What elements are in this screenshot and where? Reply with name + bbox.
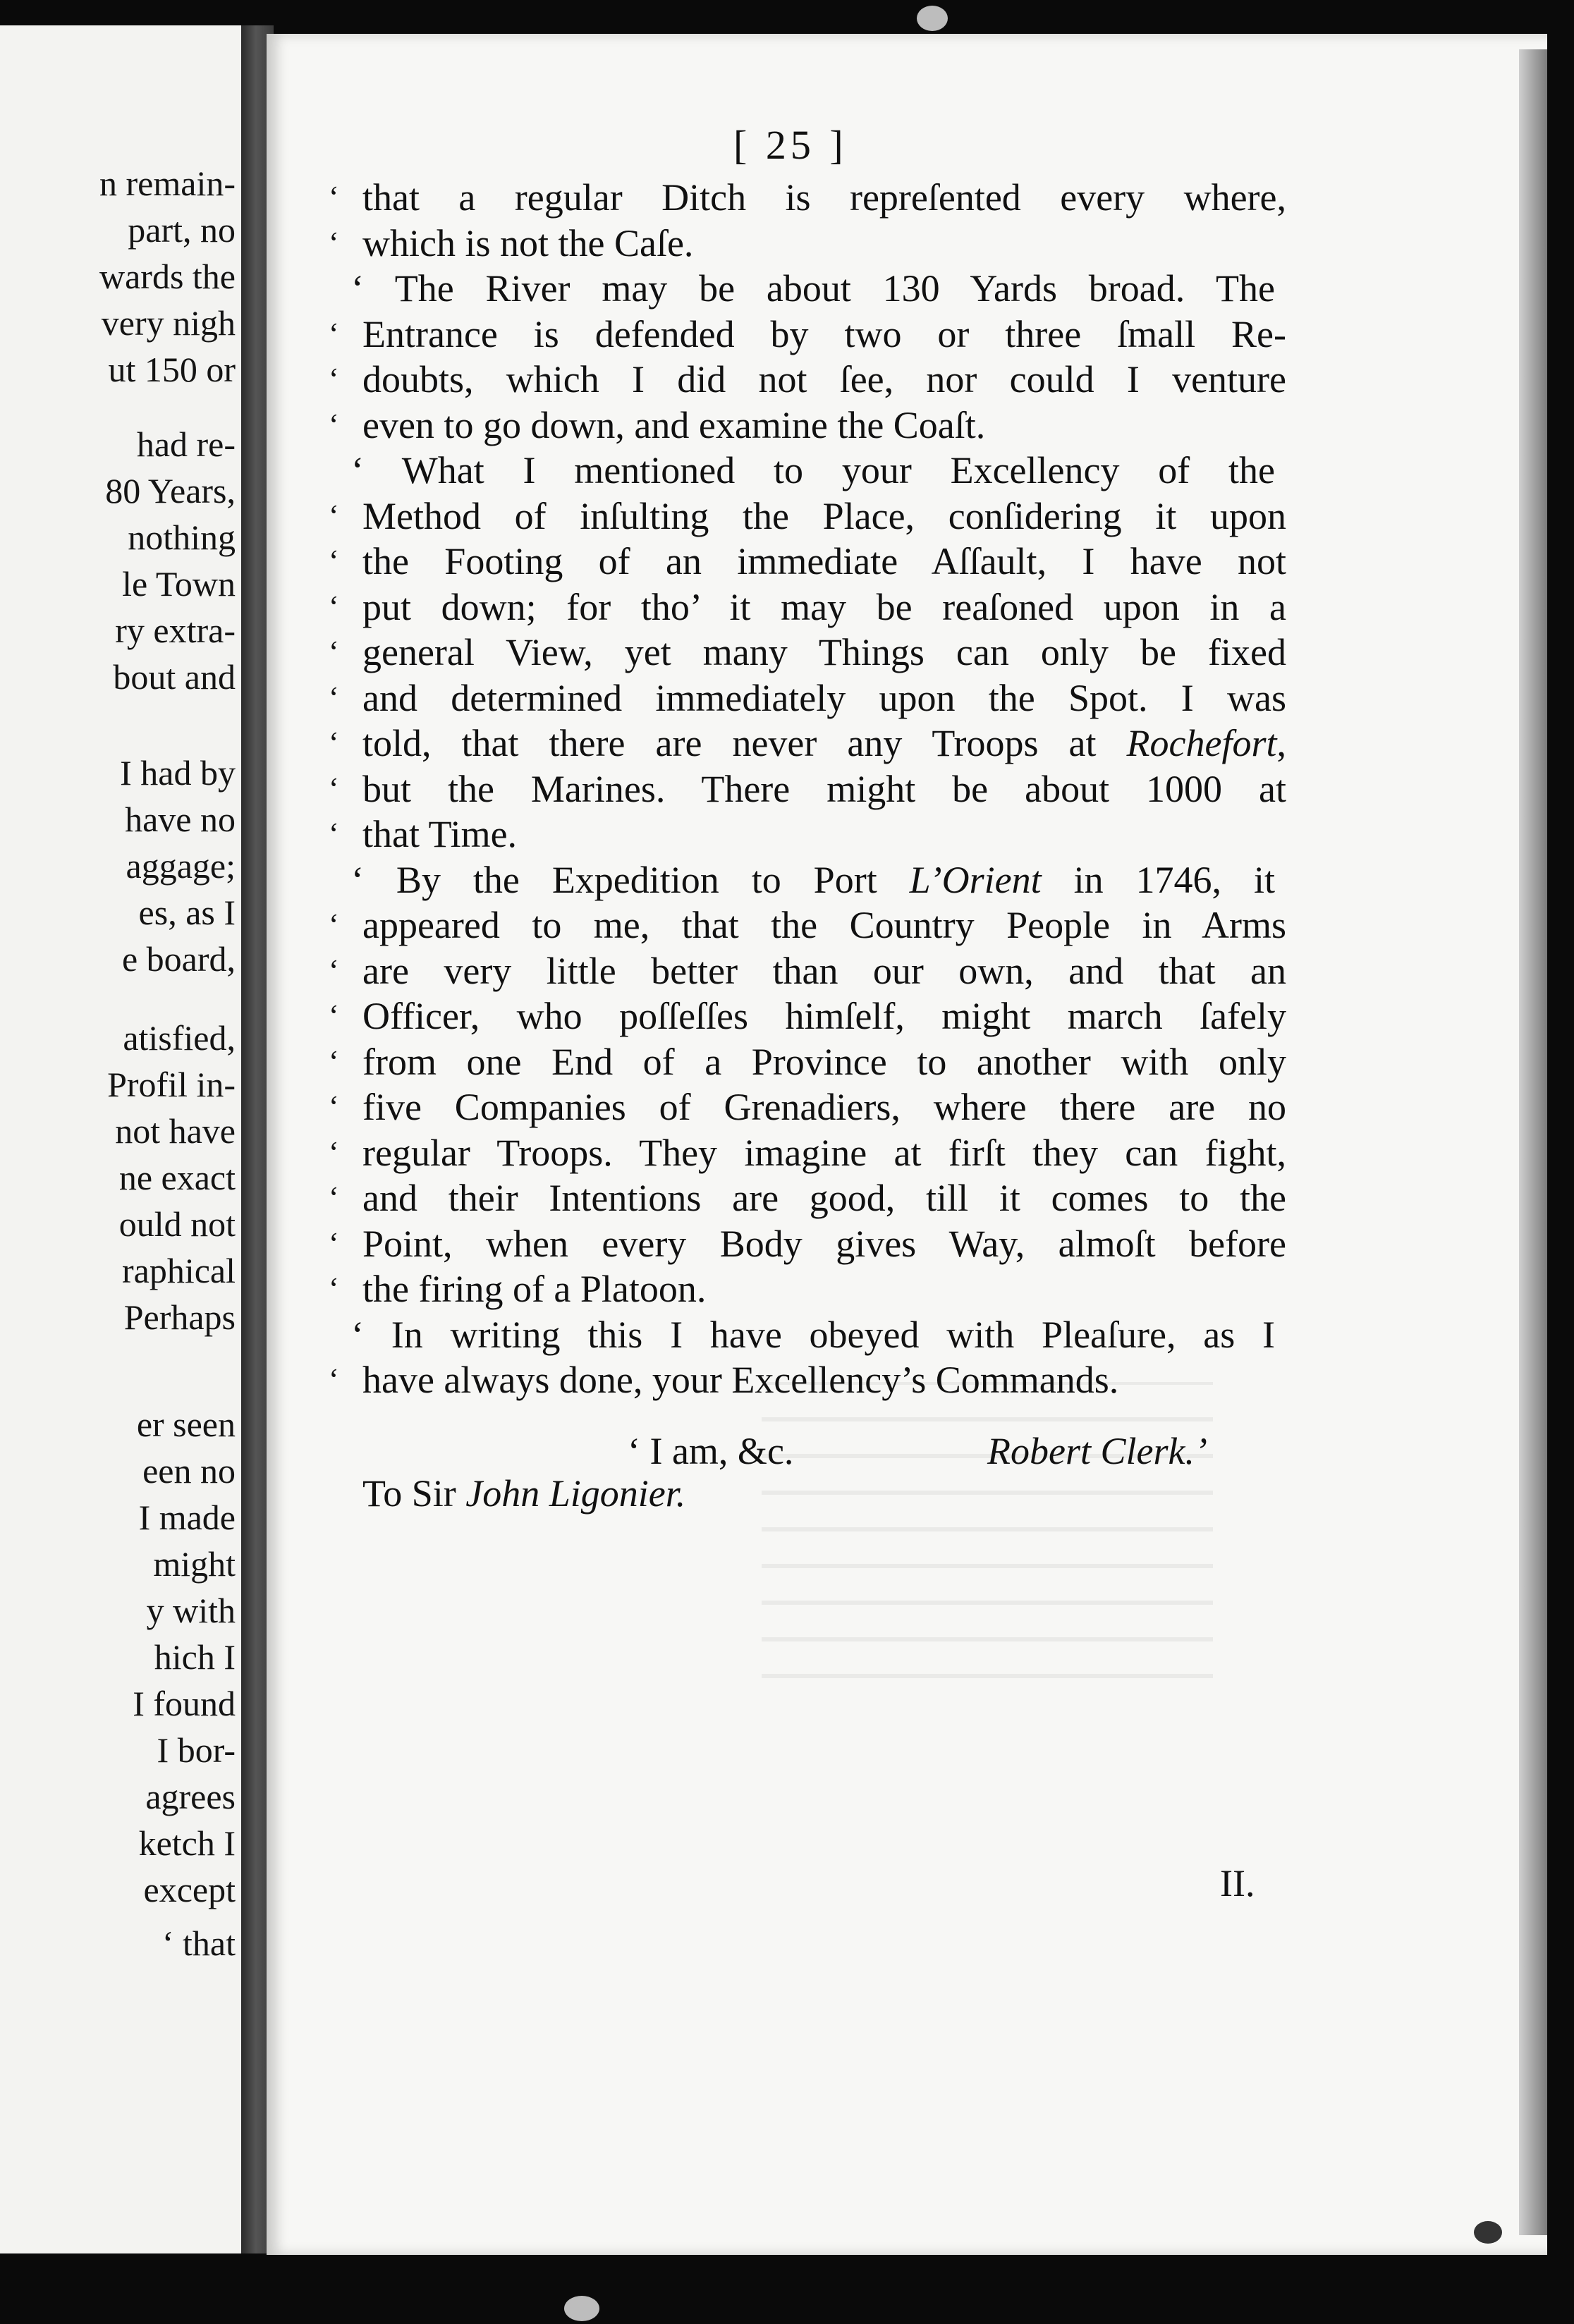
page-blemish xyxy=(564,2296,599,2321)
text-line: and determined immediately upon the Spot. I was xyxy=(362,677,1286,719)
italic-place-name: Rochefort xyxy=(1126,722,1277,764)
margin-quote-mark: ‘ xyxy=(329,1271,339,1306)
facing-page xyxy=(0,25,241,2253)
margin-quote-mark: ‘ xyxy=(329,680,339,715)
facing-page-line: I bor- xyxy=(157,1730,236,1770)
italic-place-name: L’Orient xyxy=(909,859,1042,901)
text-line: have always done, your Excellency’s Commands. xyxy=(362,1359,1119,1401)
facing-page-line: wards the xyxy=(99,257,236,296)
facing-page-line: except xyxy=(143,1870,236,1909)
facing-page-line: ry extra- xyxy=(115,611,236,650)
facing-page-line: Profil in- xyxy=(107,1065,236,1104)
closing-salutation xyxy=(628,1429,793,1474)
facing-page-line: ketch I xyxy=(138,1823,236,1863)
text-line: Entrance is defended by two or three ſmall Re- xyxy=(362,313,1286,355)
facing-page-line: ut 150 or xyxy=(108,350,236,389)
facing-page-line: part, no xyxy=(128,210,236,250)
facing-page-line: bout and xyxy=(113,657,236,697)
addressee xyxy=(362,1471,685,1516)
text-line: regular Troops. They imagine at firſt they can fight, xyxy=(362,1132,1286,1174)
text-line: Method of inſulting the Place, conſidering it upon xyxy=(362,495,1286,537)
facing-page-line: ‘ that xyxy=(161,1924,236,1963)
facing-page-line: have no xyxy=(125,800,236,839)
text-line: put down; for tho’ it may be reaſoned upon in a xyxy=(362,586,1286,628)
facing-page-line: le Town xyxy=(122,564,236,604)
margin-quote-mark: ‘ xyxy=(329,635,339,669)
facing-page-line: not have xyxy=(115,1111,236,1151)
page-edge xyxy=(1519,49,1547,2235)
facing-page-line: er seen xyxy=(136,1405,236,1444)
text-line: ‘ In writing this I have obeyed with Pleaſure, as I xyxy=(351,1314,1275,1356)
margin-quote-mark: ‘ xyxy=(329,180,339,214)
text-line: from one End of a Province to another with only xyxy=(362,1041,1286,1083)
margin-quote-mark: ‘ xyxy=(329,544,339,578)
page-blemish xyxy=(917,6,948,31)
facing-page-line: I had by xyxy=(120,753,236,793)
text-line: which is not the Caſe. xyxy=(362,222,694,264)
margin-quote-mark: ‘ xyxy=(329,726,339,760)
facing-page-line: e board, xyxy=(121,939,236,979)
facing-page-line: Perhaps xyxy=(123,1297,236,1337)
addressee-name: John Ligonier. xyxy=(465,1472,686,1515)
margin-quote-mark: ‘ xyxy=(329,771,339,806)
margin-quote-mark: ‘ xyxy=(329,907,339,942)
facing-page-line: n remain- xyxy=(99,164,236,203)
margin-quote-mark: ‘ xyxy=(329,317,339,351)
text-line: the Footing of an immediate Aſſault, I have not xyxy=(362,540,1286,582)
margin-quote-mark: ‘ xyxy=(329,953,339,988)
signature: Robert Clerk.’ xyxy=(987,1430,1207,1472)
text-line: the firing of a Platoon. xyxy=(362,1268,707,1310)
margin-quote-mark: ‘ xyxy=(329,408,339,442)
text-line: Officer, who poſſeſſes himſelf, might march ſafely xyxy=(362,995,1286,1037)
text-line: doubts, which I did not ſee, nor could I venture xyxy=(362,358,1286,400)
text-line: that a regular Ditch is repreſented every where, xyxy=(362,176,1286,219)
facing-page-line: ne exact xyxy=(118,1158,236,1197)
facing-page-line: 80 Years, xyxy=(105,471,236,510)
margin-quote-mark: ‘ xyxy=(329,1226,339,1261)
text-line: are very little better than our own, and that an xyxy=(362,950,1286,992)
margin-quote-mark: ‘ xyxy=(329,589,339,624)
text-line: Point, when every Body gives Way, almoſt before xyxy=(362,1223,1286,1265)
margin-quote-mark: ‘ xyxy=(329,1362,339,1397)
page-blemish xyxy=(1474,2221,1502,2244)
facing-page-line: aggage; xyxy=(126,846,236,886)
facing-page-line: agrees xyxy=(145,1777,236,1816)
text-line: and their Intentions are good, till it comes to the xyxy=(362,1177,1286,1219)
text-line: appeared to me, that the Country People in Arms xyxy=(362,904,1286,946)
text-line: that Time. xyxy=(362,813,518,855)
catchword: II. xyxy=(1220,1862,1255,1904)
facing-page-line: hich I xyxy=(154,1637,236,1677)
facing-page-line: I made xyxy=(138,1498,236,1537)
margin-quote-mark: ‘ xyxy=(329,499,339,533)
facing-page-line: y with xyxy=(146,1591,236,1630)
facing-page-line: very nigh xyxy=(101,303,236,343)
text-line: even to go down, and examine the Coaſt. xyxy=(362,404,986,446)
text-line: five Companies of Grenadiers, where there are no xyxy=(362,1086,1286,1128)
facing-page-line: nothing xyxy=(128,518,236,557)
text-line: ‘ The River may be about 130 Yards broad. The xyxy=(351,267,1275,310)
margin-quote-mark: ‘ xyxy=(329,1135,339,1170)
facing-page-line: atisfied, xyxy=(123,1018,236,1058)
text-line: general View, yet many Things can only be fixed xyxy=(362,631,1286,673)
margin-quote-mark: ‘ xyxy=(329,362,339,396)
text-line: ‘ What I mentioned to your Excellency of the xyxy=(351,449,1275,491)
facing-page-line: es, as I xyxy=(138,893,236,932)
facing-page-line: raphical xyxy=(121,1251,236,1290)
facing-page-line: might xyxy=(153,1544,236,1584)
facing-page-line: een no xyxy=(142,1451,236,1491)
margin-quote-mark: ‘ xyxy=(329,1044,339,1079)
text-line: but the Marines. There might be about 1000 at xyxy=(362,768,1286,810)
facing-page-line: I found xyxy=(133,1684,236,1723)
margin-quote-mark: ‘ xyxy=(329,817,339,851)
page-number: [ 25 ] xyxy=(733,122,848,168)
text-line: told, that there are never any Troops at Rochefort, xyxy=(362,722,1286,764)
facing-page-line: had re- xyxy=(136,424,236,464)
addressee-prefix: To Sir xyxy=(362,1472,456,1515)
margin-quote-mark: ‘ xyxy=(329,226,339,260)
margin-quote-mark: ‘ xyxy=(329,998,339,1033)
margin-quote-mark: ‘ xyxy=(329,1180,339,1215)
facing-page-line: ould not xyxy=(118,1204,236,1244)
bleed-through-text xyxy=(762,1382,1213,1678)
text-line: ‘ By the Expedition to Port L’Orient in 1746, it xyxy=(351,859,1275,901)
closing-text: ‘ I am, &c. xyxy=(628,1430,794,1472)
margin-quote-mark: ‘ xyxy=(329,1089,339,1124)
